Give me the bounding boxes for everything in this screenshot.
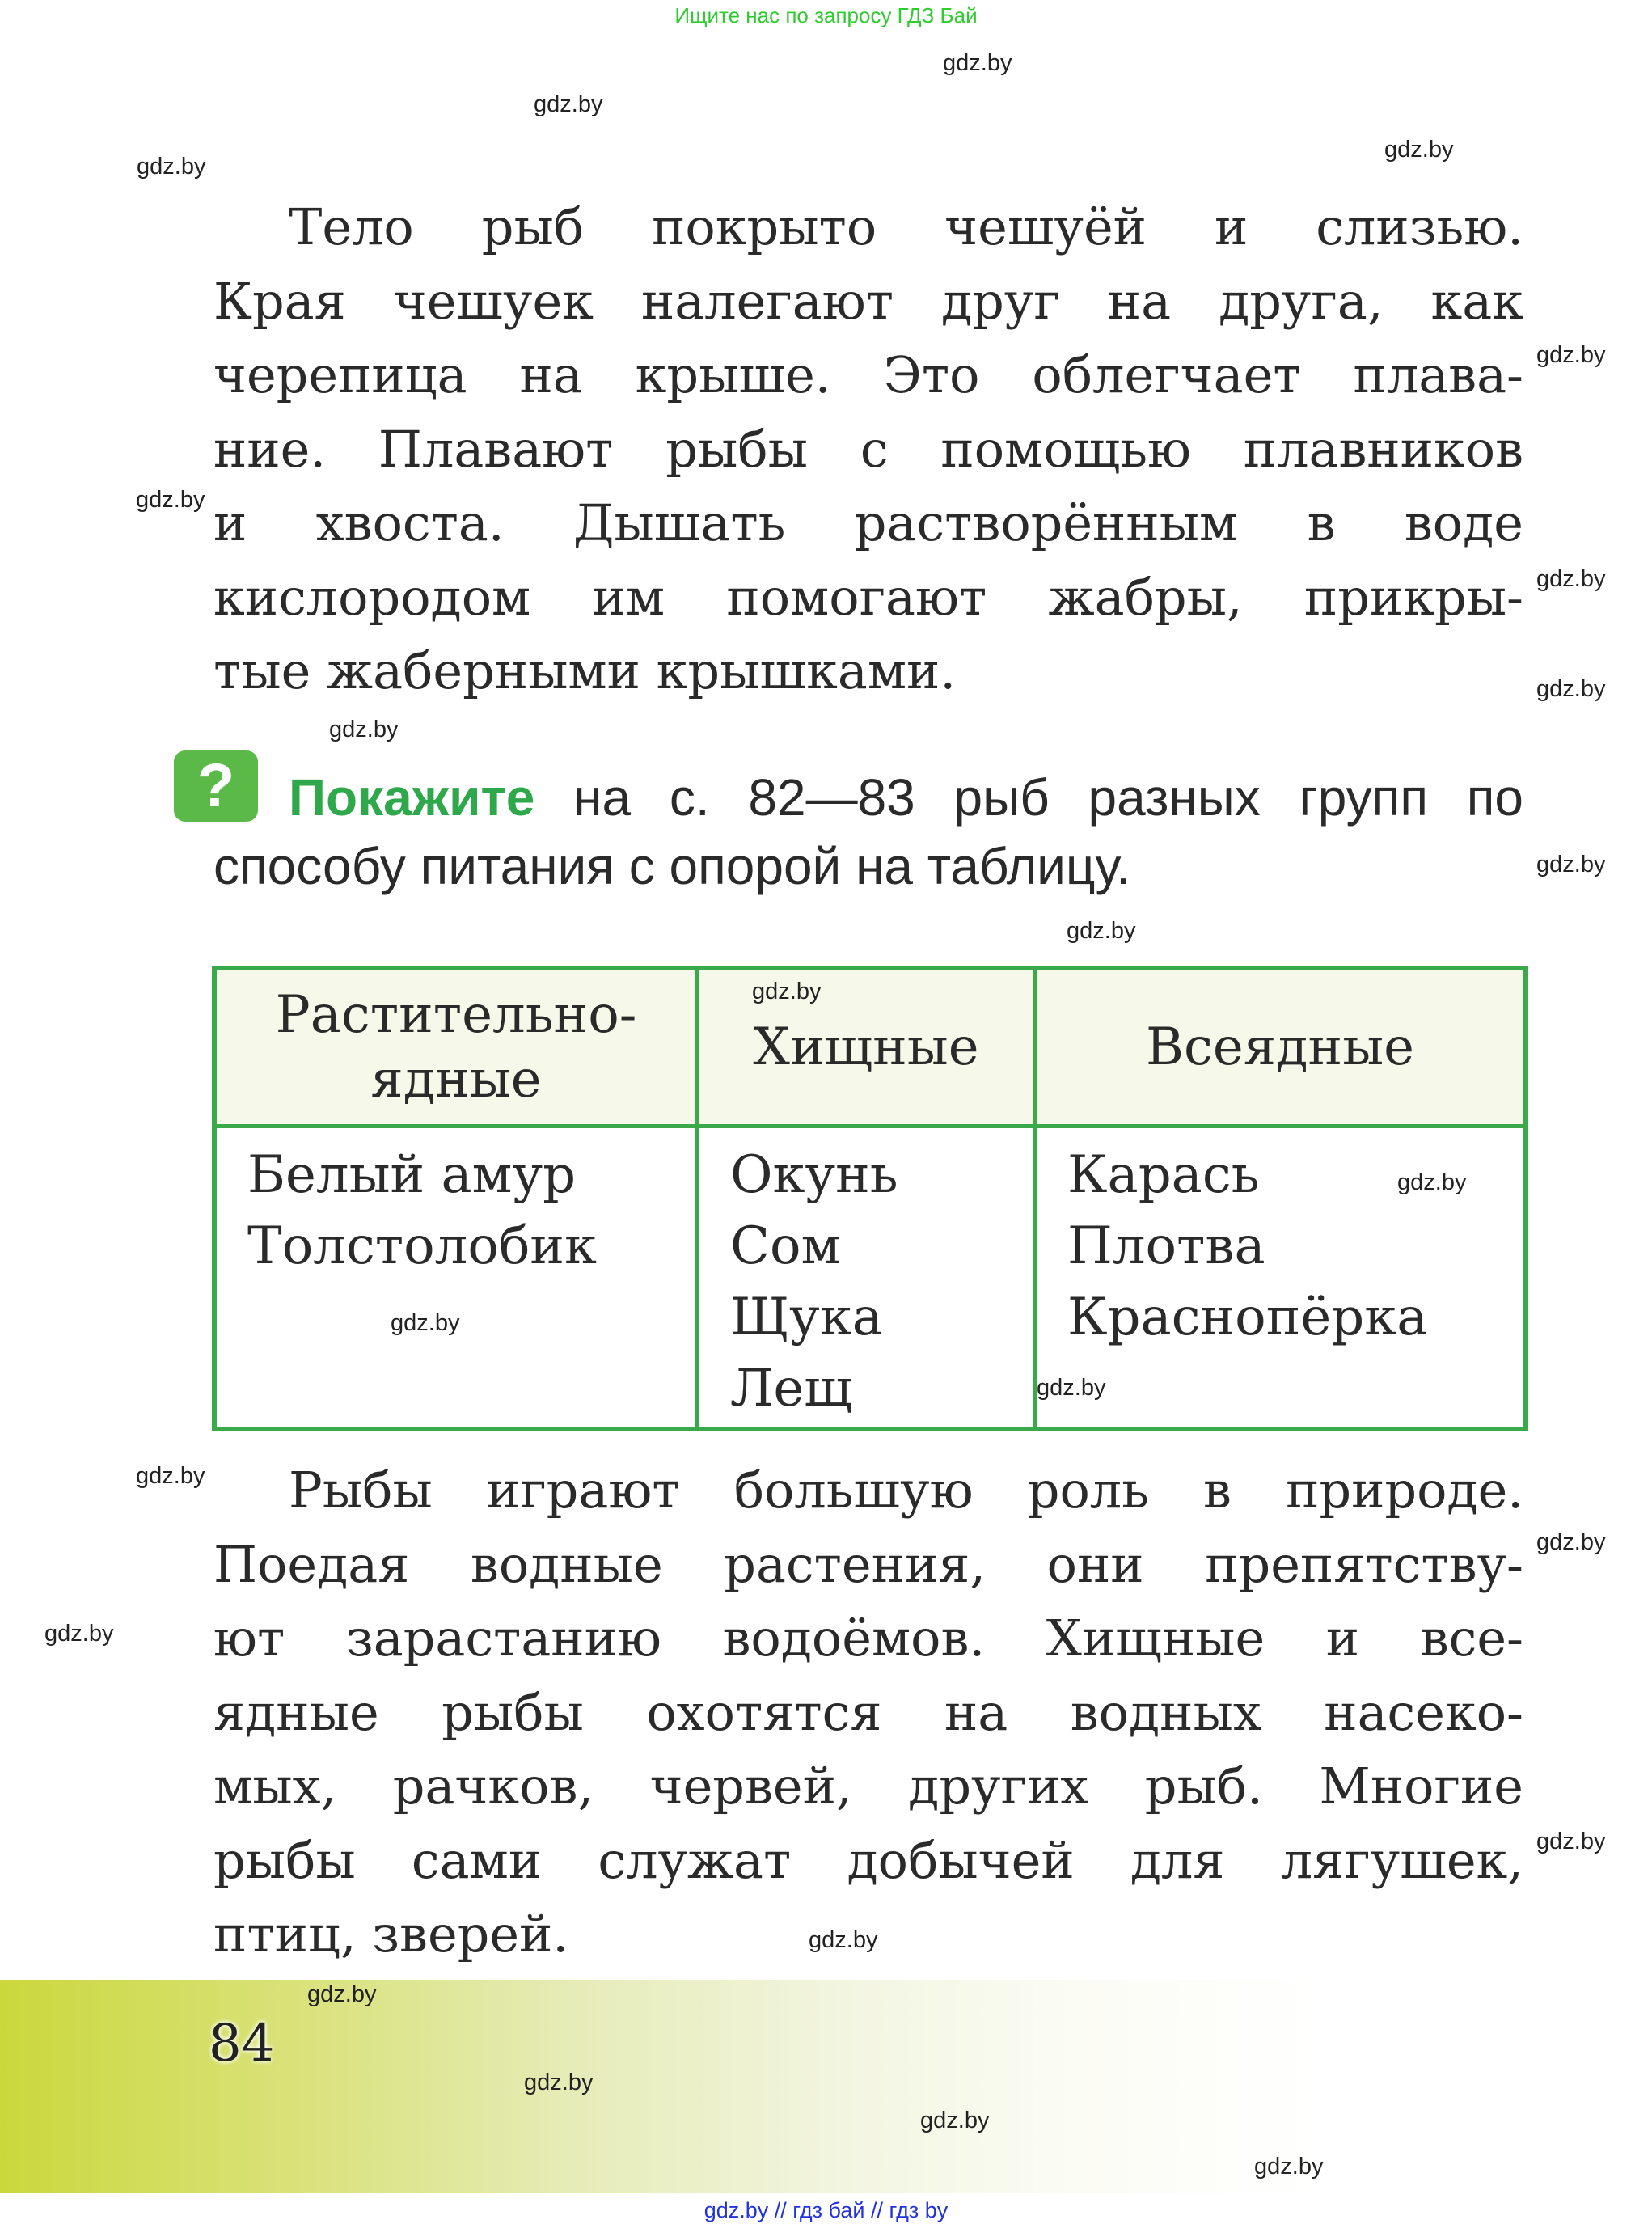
text-line: Рыбы играют большую роль в природе. <box>289 1461 1523 1520</box>
text-line: Поедая водные растения, они препятству- <box>213 1534 1523 1594</box>
watermark: gdz.by <box>137 154 206 180</box>
column-herbivorous <box>214 1127 698 1430</box>
fish-name: Щука <box>730 1287 883 1347</box>
fish-name: Сом <box>730 1216 842 1276</box>
header-herbivorous <box>214 968 698 1127</box>
watermark: gdz.by <box>1536 676 1606 702</box>
text-line: и хвоста. Дышать растворённым в воде <box>213 493 1523 552</box>
watermark: gdz.by <box>136 1463 205 1489</box>
watermark: gdz.by <box>1536 342 1606 368</box>
watermark: gdz.by <box>524 2070 594 2095</box>
paragraph-fish-body <box>213 190 1523 708</box>
watermark: gdz.by <box>920 2108 990 2133</box>
header-omnivorous: Всеядные <box>1035 968 1527 1127</box>
fish-name: Белый амур <box>247 1145 577 1205</box>
watermark: gdz.by <box>809 1927 878 1953</box>
watermark: gdz.by <box>943 50 1012 76</box>
fish-name: Краснопёрка <box>1067 1287 1428 1347</box>
header-predatory: Хищные <box>698 968 1035 1127</box>
column-predatory <box>698 1127 1035 1430</box>
text-line: птиц, зверей. <box>213 1905 569 1964</box>
header-line: ядные <box>370 1050 542 1110</box>
watermark: gdz.by <box>1397 1169 1467 1195</box>
watermark: gdz.by <box>1536 1529 1606 1555</box>
text-line: тые жаберными крышками. <box>213 641 957 700</box>
watermark: gdz.by <box>1067 918 1136 944</box>
text-line: Тело рыб покрыто чешуёй и слизью. <box>289 197 1523 256</box>
watermark: gdz.by <box>44 1621 114 1647</box>
text-line: рыбы сами служат добычей для лягушек, <box>213 1830 1523 1890</box>
watermark: gdz.by <box>307 1981 377 2007</box>
text-line: ядные рыбы охотятся на водных насеко- <box>213 1682 1523 1742</box>
text-line: ют зарастанию водоёмов. Хищные и все- <box>213 1609 1523 1668</box>
search-hint-banner: Ищите нас по запросу ГДЗ Бай <box>674 3 978 27</box>
question-task <box>213 763 1523 901</box>
watermark: gdz.by <box>534 91 603 117</box>
paragraph-fish-role <box>213 1453 1523 1972</box>
text-line: кислородом им помогают жабры, прикры- <box>213 567 1523 627</box>
header-line: Растительно- <box>275 985 637 1045</box>
fish-name: Толстолобик <box>247 1216 598 1276</box>
fish-name: Окунь <box>730 1145 898 1205</box>
question-icon: ? <box>174 750 258 822</box>
question-text-line2: способу питания с опорой на таблицу. <box>213 837 1130 895</box>
watermark: gdz.by <box>1384 137 1454 163</box>
text-line: черепица на крыше. Это облегчает плава- <box>213 345 1523 404</box>
watermark: gdz.by <box>1536 566 1606 592</box>
page-number: 84 <box>209 2014 275 2074</box>
watermark: gdz.by <box>1536 1829 1606 1854</box>
fish-name: Плотва <box>1067 1216 1265 1276</box>
text-line: Края чешуек налегают друг на друга, как <box>213 271 1523 331</box>
site-links[interactable]: gdz.by // гдз бай // гдз by <box>703 2198 949 2222</box>
text-line: ние. Плавают рыбы с помощью плавников <box>213 419 1523 479</box>
watermark: gdz.by <box>752 979 822 1004</box>
watermark: gdz.by <box>391 1310 460 1336</box>
question-keyword: Покажите <box>289 768 535 827</box>
question-text: на с. 82—83 рыб разных групп по <box>534 768 1523 827</box>
watermark: gdz.by <box>1254 2154 1324 2180</box>
watermark: gdz.by <box>1037 1375 1106 1401</box>
page-footer-band <box>0 1980 1652 2193</box>
watermark: gdz.by <box>136 487 205 513</box>
fish-name: Лещ <box>730 1359 852 1419</box>
fish-name: Карась <box>1067 1145 1260 1205</box>
watermark: gdz.by <box>1536 852 1606 877</box>
watermark: gdz.by <box>329 717 399 742</box>
feeding-groups-table <box>212 966 1528 1431</box>
text-line: мых, рачков, червей, других рыб. Многие <box>213 1757 1523 1816</box>
